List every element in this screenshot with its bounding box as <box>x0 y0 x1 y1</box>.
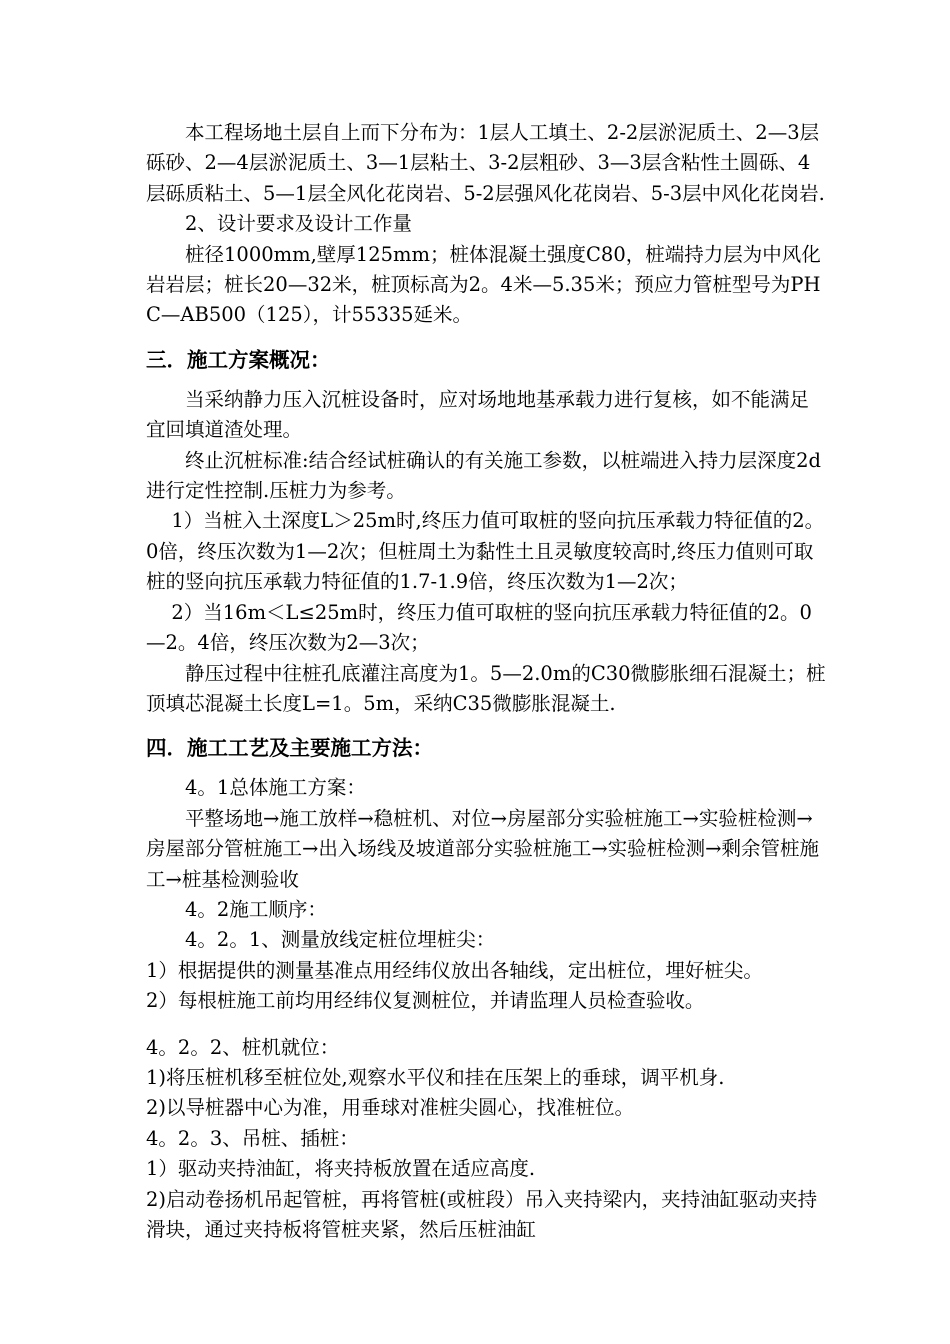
overall-plan-body: 平整场地→施工放样→稳桩机、对位→房屋部分实验桩施工→实验桩检测→房屋部分管桩施工→出入场线及坡道部分实验桩施工→实验桩检测→剩余管桩施工→桩基检测验收 <box>146 806 820 891</box>
depth-over-25m-paragraph: 1）当桩入土深度L＞25m时,终压力值可取桩的竖向抗压承载力特征值的2。0倍，终压次数为1—2次；但桩周土为黏性土且灵敏度较高时,终压力值则可取桩的竖向抗压承载力特征值的1.7-1.9倍，终压次数为1—2次； <box>146 509 825 594</box>
overall-plan-title: 4。1总体施工方案： <box>185 776 366 800</box>
bearing-capacity-paragraph: 当采纳静力压入沉桩设备时，应对场地地基承载力进行复核，如不能满足宜回填道渣处理。 <box>146 387 810 442</box>
sequence-title: 4。2施工顺序： <box>185 897 327 921</box>
document-body <box>146 118 826 1245</box>
survey-step-2: 2）每根桩施工前均用经纬仪复测桩位，并请监理人员检查验收。 <box>146 989 705 1013</box>
design-requirements-title: 2、设计要求及设计工作量 <box>185 212 412 236</box>
section-4-heading: 四．施工工艺及主要施工方法： <box>146 736 433 761</box>
survey-step-1: 1）根据提供的测量基准点用经纬仪放出各轴线，定出桩位，埋好桩尖。 <box>146 958 763 982</box>
soil-layers-paragraph: 本工程场地土层自上而下分布为：1层人工填土、2-2层淤泥质土、2—3层砾砂、2—4层淤泥质土、3—1层粘土、3-2层粗砂、3—3层含粘性土圆砾、4层砾质粘土、5—1层全风化花岗岩、5-2层强风化花岗岩、5-3层中风化花岗岩. <box>146 121 825 205</box>
grouting-paragraph: 静压过程中往桩孔底灌注高度为1。5—2.0m的C30微膨胀细石混凝土；桩顶填芯混凝土长度L=1。5m，采纳C35微膨胀混凝土. <box>146 661 826 715</box>
rig-positioning-title: 4。2。2、桩机就位： <box>146 1035 340 1059</box>
lifting-step-1: 1）驱动夹持油缸，将夹持板放置在适应高度. <box>146 1157 536 1181</box>
depth-16-25m-paragraph: 2）当16m＜L≤25m时，终压力值可取桩的竖向抗压承载力特征值的2。0—2。4倍，终压次数为2—3次； <box>146 600 812 655</box>
lifting-title: 4。2。3、吊桩、插桩： <box>146 1126 359 1150</box>
pile-spec-paragraph: 桩径1000mm,壁厚125mm；桩体混凝土强度C80，桩端持力层为中风化岩岩层；桩长20—32米，桩顶标高为2。4米—5.35米；预应力管桩型号为PHC—AB500（125），计55335延米。 <box>146 242 821 327</box>
rig-step-1: 1)将压桩机移至桩位处,观察水平仪和挂在压架上的垂球，调平机身. <box>146 1065 725 1089</box>
lifting-step-2: 2)启动卷扬机吊起管桩，再将管桩(或桩段）吊入夹持梁内，夹持油缸驱动夹持滑块，通过夹持板将管桩夹紧，然后压桩油缸 <box>146 1187 818 1241</box>
termination-standard-paragraph: 终止沉桩标准:结合经试桩确认的有关施工参数，以桩端进入持力层深度2d进行定性控制.压桩力为参考。 <box>146 448 821 503</box>
section-3-heading: 三．施工方案概况： <box>146 347 331 372</box>
spacer <box>146 1017 826 1033</box>
rig-step-2: 2)以导桩器中心为准，用垂球对准桩尖圆心，找准桩位。 <box>146 1096 635 1120</box>
survey-title: 4。2。1、测量放线定桩位埋桩尖： <box>185 928 496 952</box>
